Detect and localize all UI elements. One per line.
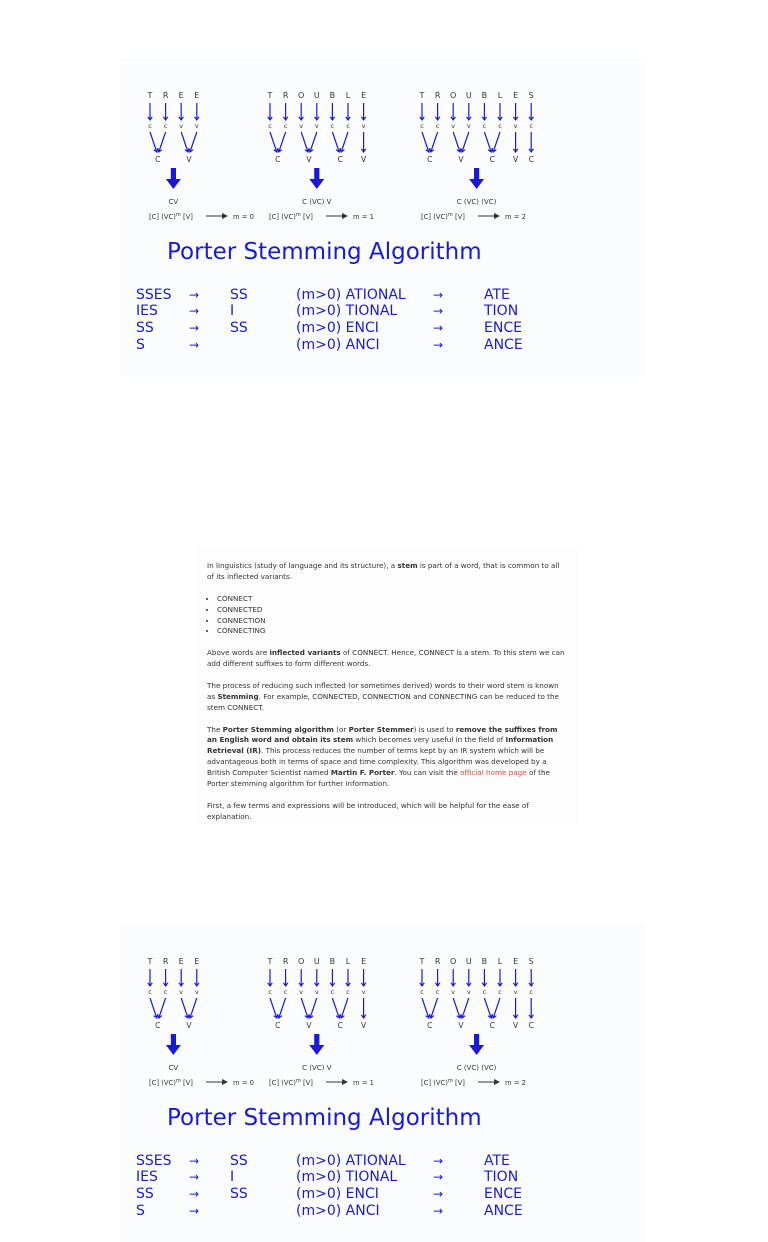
rule-arrow: → [189, 1204, 200, 1218]
group-arrow [453, 132, 461, 152]
rule-arrow: → [189, 288, 200, 302]
rule-right-to: TION [484, 1169, 519, 1185]
cv-label: c [330, 122, 335, 130]
group-arrow [150, 998, 158, 1018]
word-letter: U [465, 957, 472, 966]
letter-arrow [451, 103, 455, 120]
cv-label: v [361, 122, 366, 130]
rule-left-to: SS [230, 287, 248, 303]
formula-arrow-head [222, 1079, 228, 1085]
cv-label: c [163, 988, 168, 996]
letter-arrow [330, 969, 334, 986]
letter-arrow [467, 103, 471, 120]
cv-label: c [268, 988, 272, 996]
group-label: C [427, 1021, 433, 1030]
measure-value: m = 0 [233, 213, 254, 221]
word-letter: L [345, 91, 351, 100]
rule-arrow: → [189, 338, 200, 352]
word-letter: E [194, 957, 200, 966]
word-letter: U [465, 91, 472, 100]
group-arrow [181, 132, 189, 152]
group-label: V [361, 1021, 367, 1030]
measure-formula: [C] (VC)$^m$ [V] [421, 212, 465, 221]
big-down-arrow [469, 1034, 484, 1055]
cv-label: c [283, 122, 288, 130]
cv-label: v [466, 122, 471, 130]
word-letter: U [313, 957, 320, 966]
rule-arrow: → [189, 304, 200, 318]
group-label: C [155, 155, 161, 164]
letter-arrow [283, 103, 287, 120]
rule-left-to: SS [230, 1153, 248, 1169]
rule-arrow: → [433, 1154, 444, 1168]
formula-arrow-head [222, 213, 228, 219]
group-label: V [513, 155, 519, 164]
word-letter: R [282, 91, 289, 100]
rule-right-from: (m>0) TIONAL [296, 1169, 398, 1185]
rule-left-to: SS [230, 320, 248, 336]
group-arrow [158, 998, 166, 1018]
group-arrow [422, 998, 430, 1018]
group-arrow [529, 998, 533, 1018]
measure-formula: [C] (VC)$^m$ [V] [269, 212, 313, 221]
rule-arrow: → [433, 288, 444, 302]
group-arrow [309, 132, 317, 152]
rule-right-to: ENCE [484, 320, 522, 336]
rule-arrow: → [433, 1170, 444, 1184]
letter-arrow [315, 103, 319, 120]
rule-left-from: IES [136, 1169, 158, 1185]
group-arrow [461, 998, 469, 1018]
letter-arrow [513, 969, 517, 986]
group-arrow [430, 998, 438, 1018]
rule-arrow: → [189, 1187, 200, 1201]
cv-label: v [513, 988, 518, 996]
cv-label: c [498, 988, 502, 996]
letter-arrow [529, 969, 533, 986]
cv-form: CV [168, 198, 179, 206]
word-letter: O [450, 957, 457, 966]
group-label: C [337, 1021, 343, 1030]
rule-right-to: ATE [484, 1153, 510, 1169]
group-arrow [332, 132, 340, 152]
cv-label: c [148, 988, 152, 996]
group-arrow [332, 998, 340, 1018]
letter-arrow [299, 969, 303, 986]
group-label: C [275, 1021, 281, 1030]
official-home-page-link[interactable]: official home page [460, 768, 527, 778]
group-arrow [301, 132, 309, 152]
article-excerpt [196, 547, 578, 824]
word-letter: O [298, 91, 305, 100]
word-letter: L [497, 957, 503, 966]
group-arrow [461, 132, 469, 152]
letter-arrow [268, 969, 272, 986]
rule-right-to: ATE [484, 287, 510, 303]
rule-left-from: IES [136, 303, 158, 319]
group-label: C [275, 155, 281, 164]
group-label: V [306, 1021, 312, 1030]
letter-arrow [361, 103, 365, 120]
rule-left-from: SS [136, 320, 154, 336]
rule-left-from: S [136, 1203, 145, 1219]
letter-arrow [513, 103, 517, 120]
cv-label: v [194, 122, 199, 130]
rule-right-to: ENCE [484, 1186, 522, 1202]
cv-label: v [194, 988, 199, 996]
word-letter: B [481, 957, 488, 966]
word-letter: B [329, 91, 336, 100]
cv-form: C (VC) V [302, 198, 332, 206]
banner-title: Porter Stemming Algorithm [167, 239, 482, 265]
cv-label: v [299, 122, 304, 130]
word-letter: S [528, 957, 534, 966]
letter-arrow [163, 103, 167, 120]
letter-arrow [179, 103, 183, 120]
measure-value: m = 0 [233, 1079, 254, 1087]
group-label: V [458, 1021, 464, 1030]
rule-right-from: (m>0) ANCI [296, 1203, 380, 1219]
word-letter: E [178, 957, 184, 966]
rule-left-to: I [230, 1169, 235, 1185]
cv-label: v [451, 122, 456, 130]
porter-diagram-repeat [120, 924, 645, 1242]
group-arrow [513, 998, 517, 1018]
cv-label: c [435, 122, 440, 130]
measure-value: m = 2 [505, 1079, 526, 1087]
cv-label: v [361, 988, 366, 996]
letter-arrow [148, 969, 152, 986]
letter-arrow [148, 103, 152, 120]
formula-arrow-head [494, 1079, 500, 1085]
measure-formula: [C] (VC)$^m$ [V] [421, 1078, 465, 1087]
group-label: C [489, 155, 495, 164]
word-letter: O [298, 957, 305, 966]
group-arrow [361, 998, 365, 1018]
group-arrow [453, 998, 461, 1018]
letter-arrow [498, 969, 502, 986]
group-label: C [489, 1021, 495, 1030]
rule-right-from: (m>0) ANCI [296, 337, 380, 353]
letter-arrow [346, 969, 350, 986]
group-arrow [189, 998, 197, 1018]
group-arrow [484, 132, 492, 152]
cv-label: c [435, 988, 440, 996]
inflected-variants-paragraph: Above words are inflected variants of CONNECT. Hence, CONNECT is a stem. To this stem we can add different suffixes to form different words. [207, 648, 565, 669]
terms-paragraph: First, a few terms and expressions will be introduced, which will be helpful for the ease of explanation. [207, 800, 529, 821]
cv-label: c [420, 122, 424, 130]
letter-arrow [435, 103, 439, 120]
cv-label: v [451, 988, 456, 996]
letter-arrow [346, 103, 350, 120]
letter-arrow [529, 103, 533, 120]
rule-right-from: (m>0) ENCI [296, 1186, 379, 1202]
cv-label: c [346, 122, 350, 130]
word-letter: T [267, 91, 273, 100]
letter-arrow [268, 103, 272, 120]
cv-label: c [482, 122, 487, 130]
group-label: V [513, 1021, 519, 1030]
letter-arrow [299, 103, 303, 120]
cv-label: v [179, 988, 184, 996]
group-arrow [430, 132, 438, 152]
rule-arrow: → [433, 1204, 444, 1218]
word-letter: R [282, 957, 289, 966]
cv-label: v [314, 122, 319, 130]
group-arrow [278, 998, 286, 1018]
cv-label: c [482, 988, 487, 996]
cv-label: v [513, 122, 518, 130]
cv-label: v [314, 988, 319, 996]
group-label: C [155, 1021, 161, 1030]
letter-arrow [163, 969, 167, 986]
group-label: C [528, 1021, 534, 1030]
inflected-word-list [207, 594, 568, 638]
group-label: V [458, 155, 464, 164]
cv-label: c [346, 988, 350, 996]
word-letter: U [313, 91, 320, 100]
big-down-arrow [166, 168, 181, 189]
measure-formula: [C] (VC)$^m$ [V] [269, 1078, 313, 1087]
measure-formula: [C] (VC)$^m$ [V] [149, 212, 193, 221]
group-label: C [337, 155, 343, 164]
group-arrow [301, 998, 309, 1018]
letter-arrow [420, 103, 424, 120]
cv-label: c [283, 988, 288, 996]
list-item: • CONNECTED [217, 605, 568, 616]
group-arrow [361, 132, 365, 152]
rule-left-to: I [230, 303, 235, 319]
rule-left-from: SSES [136, 1153, 172, 1169]
cv-label: c [529, 988, 533, 996]
banner-title: Porter Stemming Algorithm [167, 1105, 482, 1131]
rule-right-to: ANCE [484, 337, 523, 353]
rule-right-from: (m>0) ATIONAL [296, 1153, 406, 1169]
stemming-paragraph: The process of reducing such inflected (or sometimes derived) words to their word stem is known as Stemming. For example, CONNECTED, CONNECTION and CONNECTING can be reduced to the stem CONNECT. [207, 680, 559, 712]
word-letter: E [178, 91, 184, 100]
porter-diagram [120, 58, 645, 376]
cv-label: c [529, 122, 533, 130]
cv-label: c [163, 122, 168, 130]
cv-label: v [179, 122, 184, 130]
group-arrow [340, 132, 348, 152]
word-letter: R [434, 91, 441, 100]
group-arrow [189, 132, 197, 152]
measure-value: m = 1 [353, 213, 374, 221]
formula-arrow-head [342, 213, 348, 219]
letter-arrow [420, 969, 424, 986]
word-letter: L [497, 91, 503, 100]
letter-arrow [195, 969, 199, 986]
word-letter: E [361, 91, 367, 100]
group-arrow [422, 132, 430, 152]
word-letter: E [513, 91, 519, 100]
group-arrow [278, 132, 286, 152]
list-item: • CONNECT [217, 594, 568, 605]
group-arrow [158, 132, 166, 152]
group-arrow [492, 998, 500, 1018]
formula-arrow-head [494, 213, 500, 219]
rule-arrow: → [433, 321, 444, 335]
intro-paragraph: In linguistics (study of language and its structure), a stem is part of a word, that is common to all of its inflected variants. [207, 561, 560, 581]
rule-right-from: (m>0) ENCI [296, 320, 379, 336]
word-letter: R [162, 91, 169, 100]
letter-arrow [435, 969, 439, 986]
letter-arrow [179, 969, 183, 986]
word-letter: T [267, 957, 273, 966]
formula-arrow-head [342, 1079, 348, 1085]
big-down-arrow [469, 168, 484, 189]
word-letter: B [329, 957, 336, 966]
rule-arrow: → [433, 338, 444, 352]
list-item: • CONNECTION [217, 616, 568, 627]
word-letter: E [361, 957, 367, 966]
word-letter: E [513, 957, 519, 966]
group-label: V [186, 155, 192, 164]
rule-left-to: SS [230, 1186, 248, 1202]
list-item: • CONNECTING [217, 626, 568, 637]
rule-left-from: S [136, 337, 145, 353]
rule-arrow: → [189, 1154, 200, 1168]
cv-label: c [330, 988, 335, 996]
porter-banner-image-repeat [120, 924, 645, 1242]
letter-arrow [451, 969, 455, 986]
group-arrow [270, 132, 278, 152]
group-arrow [150, 132, 158, 152]
measure-formula: [C] (VC)$^m$ [V] [149, 1078, 193, 1087]
big-down-arrow [309, 168, 324, 189]
cv-label: v [299, 988, 304, 996]
measure-value: m = 1 [353, 1079, 374, 1087]
cv-label: c [148, 122, 152, 130]
rule-arrow: → [189, 321, 200, 335]
big-down-arrow [166, 1034, 181, 1055]
letter-arrow [482, 103, 486, 120]
cv-form: C (VC) V [302, 1064, 332, 1072]
word-letter: O [450, 91, 457, 100]
word-letter: R [162, 957, 169, 966]
cv-label: v [466, 988, 471, 996]
rule-arrow: → [433, 304, 444, 318]
letter-arrow [361, 969, 365, 986]
rule-arrow: → [189, 1170, 200, 1184]
group-arrow [270, 998, 278, 1018]
word-letter: T [147, 91, 153, 100]
group-arrow [181, 998, 189, 1018]
group-arrow [340, 998, 348, 1018]
cv-form: C (VC) (VC) [456, 1064, 497, 1072]
porter-banner-image [120, 58, 645, 376]
group-arrow [529, 132, 533, 152]
word-letter: T [147, 957, 153, 966]
cv-form: C (VC) (VC) [456, 198, 497, 206]
group-arrow [484, 998, 492, 1018]
group-arrow [492, 132, 500, 152]
rule-right-from: (m>0) TIONAL [296, 303, 398, 319]
letter-arrow [283, 969, 287, 986]
cv-form: CV [168, 1064, 179, 1072]
letter-arrow [195, 103, 199, 120]
word-letter: T [419, 957, 425, 966]
group-label: V [186, 1021, 192, 1030]
big-down-arrow [309, 1034, 324, 1055]
rule-left-from: SS [136, 1186, 154, 1202]
rule-arrow: → [433, 1187, 444, 1201]
rule-right-from: (m>0) ATIONAL [296, 287, 406, 303]
letter-arrow [482, 969, 486, 986]
word-letter: L [345, 957, 351, 966]
cv-label: c [420, 988, 424, 996]
group-arrow [513, 132, 517, 152]
letter-arrow [467, 969, 471, 986]
word-letter: E [194, 91, 200, 100]
word-letter: R [434, 957, 441, 966]
word-letter: B [481, 91, 488, 100]
measure-value: m = 2 [505, 213, 526, 221]
word-letter: T [419, 91, 425, 100]
word-letter: S [528, 91, 534, 100]
letter-arrow [498, 103, 502, 120]
group-label: C [427, 155, 433, 164]
group-label: V [361, 155, 367, 164]
rule-left-from: SSES [136, 287, 172, 303]
letter-arrow [330, 103, 334, 120]
group-label: V [306, 155, 312, 164]
letter-arrow [315, 969, 319, 986]
rule-right-to: ANCE [484, 1203, 523, 1219]
cv-label: c [498, 122, 502, 130]
rule-right-to: TION [484, 303, 519, 319]
porter-paragraph: The Porter Stemming algorithm (or Porter Stemmer) is used to remove the suffixes from an English word and obtain its stem which becomes very useful in the field of Information Retrieval (IR). This process reduces the number of terms kept by an IR system which will be advantageous both in terms of space and time complexity. This algorithm was developed by a British Computer Scientist named Martin F. Porter. You can visit the official home page of the Porter stemming algorithm for further information. [207, 724, 558, 789]
group-arrow [309, 998, 317, 1018]
group-label: C [528, 155, 534, 164]
cv-label: c [268, 122, 272, 130]
